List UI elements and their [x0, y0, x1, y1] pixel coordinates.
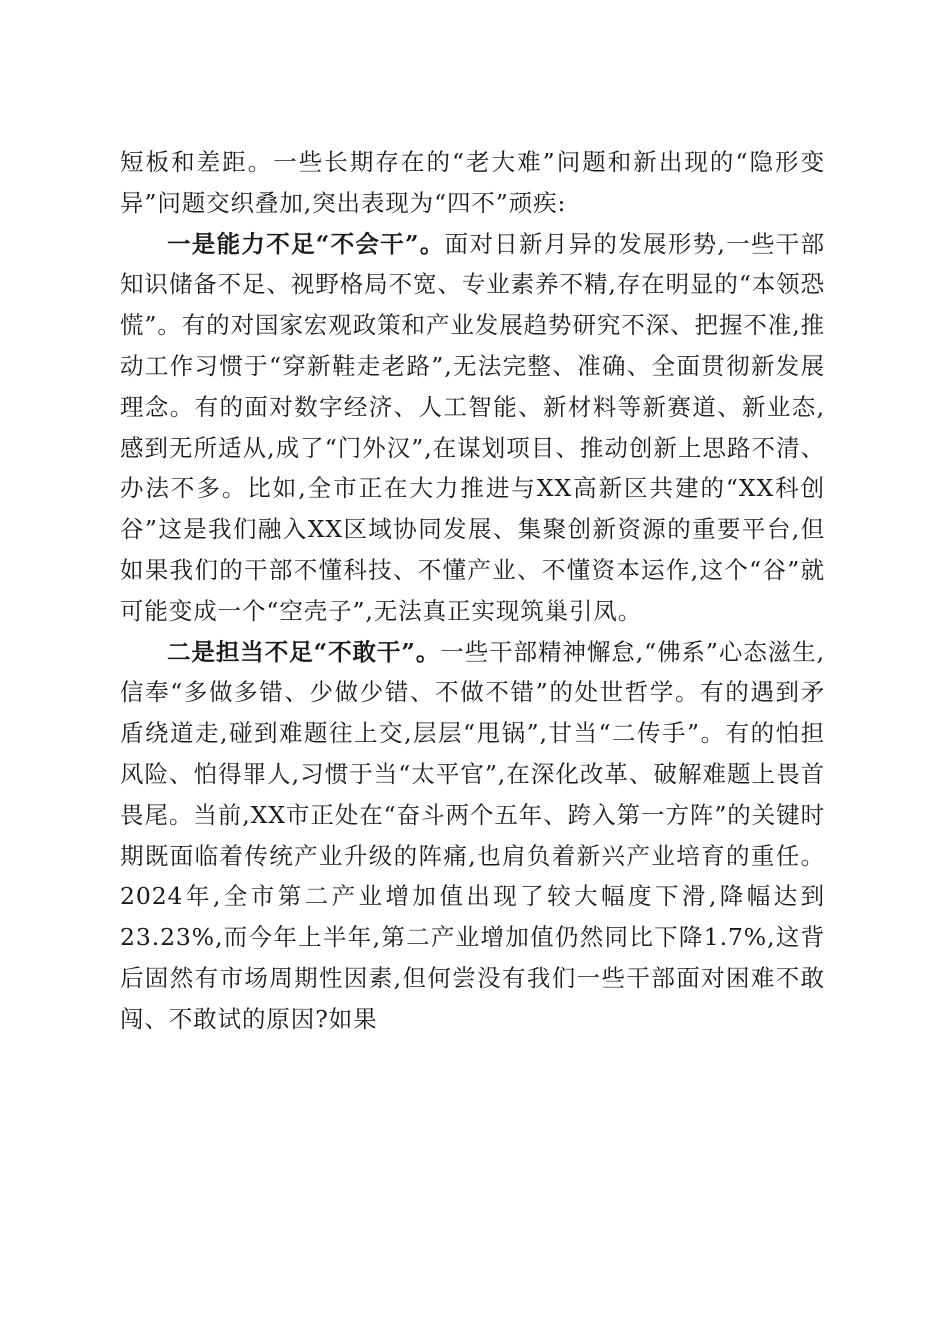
paragraph-responsibility-shortfall	[120, 632, 825, 1040]
paragraph-text: 短板和差距。一些长期存在的“老大难”问题和新出现的“隐形变异”问题交织叠加,突出表现为“四不”顽疾:	[120, 148, 825, 217]
document-body	[120, 142, 825, 1040]
paragraph-intro-continuation	[120, 142, 825, 224]
paragraph-lead-heading: 一是能力不足“不会干”。	[167, 229, 445, 258]
paragraph-lead-heading: 二是担当不足“不敢干”。	[167, 637, 441, 666]
paragraph-ability-shortfall	[120, 224, 825, 632]
paragraph-text: 面对日新月异的发展形势,一些干部知识储备不足、视野格局不宽、专业素养不精,存在明显的“本领恐慌”。有的对国家宏观政策和产业发展趋势研究不深、把握不准,推动工作习惯于“穿新鞋走老路”,无法完整、准确、全面贯彻新发展理念。有的面对数字经济、人工智能、新材料等新赛道、新业态,感到无所适从,成了“门外汉”,在谋划项目、推动创新上思路不清、办法不多。比如,全市正在大力推进与XX高新区共建的“XX科创谷”这是我们融入XX区域协同发展、集聚创新资源的重要平台,但如果我们的干部不懂科技、不懂产业、不懂资本运作,这个“谷”就可能变成一个“空壳子”,无法真正实现筑巢引凤。	[120, 229, 825, 625]
paragraph-text: 一些干部精神懈怠,“佛系”心态滋生,信奉“多做多错、少做少错、不做不错”的处世哲学。有的遇到矛盾绕道走,碰到难题往上交,层层“甩锅”,甘当“二传手”。有的怕担风险、怕得罪人,习惯于当“太平官”,在深化改革、破解难题上畏首畏尾。当前,XX市正处在“奋斗两个五年、跨入第一方阵”的关键时期既面临着传统产业升级的阵痛,也肩负着新兴产业培育的重任。2024年,全市第二产业增加值出现了较大幅度下滑,降幅达到23.23%,而今年上半年,第二产业增加值仍然同比下降1.7%,这背后固然有市场周期性因素,但何尝没有我们一些干部面对困难不敢闯、不敢试的原因?如果	[120, 637, 825, 1033]
